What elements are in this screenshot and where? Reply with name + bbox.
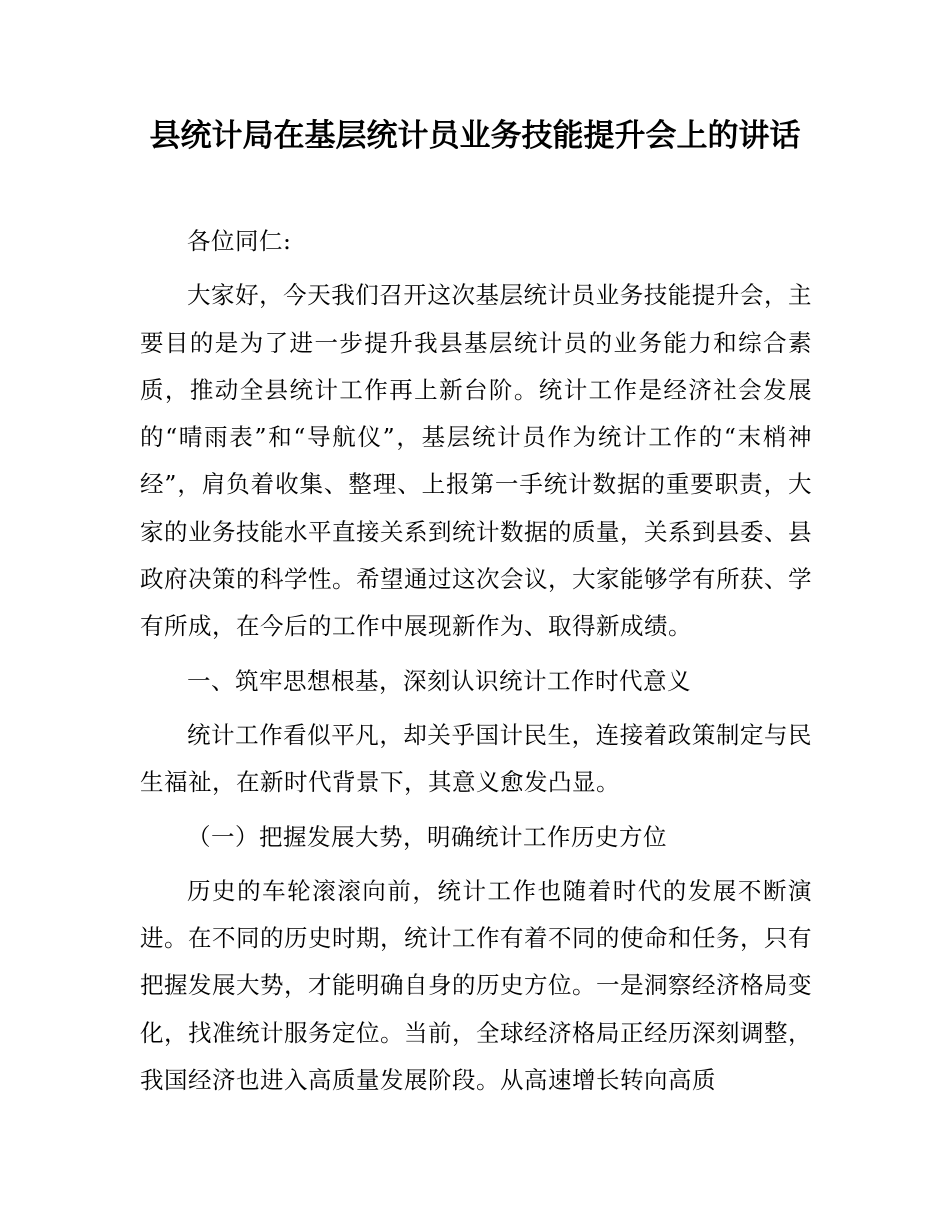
salutation: 各位同仁: bbox=[187, 227, 292, 255]
document-body bbox=[140, 218, 812, 1104]
section-heading-1: 一、筑牢思想根基，深刻认识统计工作时代意义 bbox=[187, 666, 691, 695]
subsection-heading-1-1: （一）把握发展大势，明确统计工作历史方位 bbox=[187, 822, 667, 851]
document-title: 县统计局在基层统计员业务技能提升会上的讲话 bbox=[149, 118, 801, 154]
paragraph-subsection-1-1: 历史的车轮滚滚向前，统计工作也随着时代的发展不断演进。在不同的历史时期，统计工作有着不同的使命和任务，只有把握发展大势，才能明确自身的历史方位。一是洞察经济格局变化，找准统计服务定位。当前，全球经济格局正经历深刻调整，我国经济也进入高质量发展阶段。从高速增长转向高质 bbox=[140, 876, 812, 1095]
paragraph-section-1-intro: 统计工作看似平凡，却关乎国计民生，连接着政策制定与民生福祉，在新时代背景下，其意义愈发凸显。 bbox=[140, 720, 812, 797]
paragraph-opening: 大家好，今天我们召开这次基层统计员业务技能提升会，主要目的是为了进一步提升我县基层统计员的业务能力和综合素质，推动全县统计工作再上新台阶。统计工作是经济社会发展的“晴雨表”和“导航仪”，基层统计员作为统计工作的“末梢神经”，肩负着收集、整理、上报第一手统计数据的重要职责，大家的业务技能水平直接关系到统计数据的质量，关系到县委、县政府决策的科学性。希望通过这次会议，大家能够学有所获、学有所成，在今后的工作中展现新作为、取得新成绩。 bbox=[140, 281, 812, 641]
